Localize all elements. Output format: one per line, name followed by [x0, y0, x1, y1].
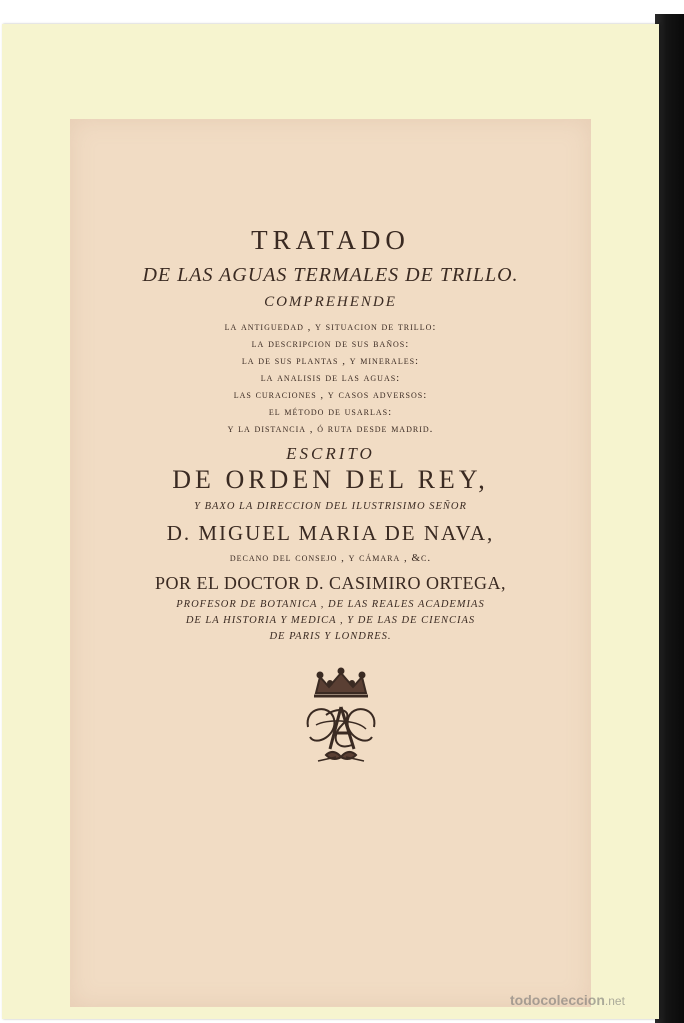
subtitle: DE LAS AGUAS TERMALES DE TRILLO. — [142, 264, 519, 286]
title-page-plate — [70, 119, 591, 1007]
contents-line: la de sus plantas , y minerales: — [241, 355, 420, 367]
watermark-brand: todocoleccion — [510, 992, 605, 1008]
page-title: TRATADO — [251, 225, 410, 255]
orden-heading: DE ORDEN DEL REY, — [172, 465, 489, 494]
watermark-suffix: .net — [604, 994, 625, 1008]
contents-line: las curaciones , y casos adversos: — [233, 389, 428, 401]
contents-line: la analisis de las aguas: — [260, 372, 401, 384]
contents-line: y la distancia , ó ruta desde madrid. — [227, 423, 434, 435]
direction-line: Y BAXO LA DIRECCION DEL ILUSTRISIMO SEÑOR — [194, 501, 467, 512]
author-credentials-line: PROFESOR DE BOTANICA , DE LAS REALES ACADEMIAS — [176, 599, 485, 610]
escrito-heading: ESCRITO — [286, 444, 375, 463]
contents-line: la descripcion de sus baños: — [251, 338, 410, 350]
contents-line: la antiguedad , y situacion de trillo: — [224, 321, 437, 333]
author-credentials-line: DE LA HISTORIA Y MEDICA , Y DE LAS DE CIENCIAS — [185, 615, 476, 626]
patron-title: decano del consejo , y cámara , &c. — [229, 552, 432, 564]
author-name: POR EL DOCTOR D. CASIMIRO ORTEGA, — [155, 573, 506, 593]
watermark — [510, 992, 625, 1008]
edge-shadow — [655, 14, 684, 1023]
contents-line: el método de usarlas: — [268, 406, 393, 418]
patron-name: D. MIGUEL MARIA DE NAVA, — [166, 521, 495, 545]
crowned-monogram-icon — [296, 667, 386, 767]
author-credentials-line: DE PARIS Y LONDRES. — [269, 631, 392, 642]
book-cover — [2, 24, 659, 1019]
comprehende-heading: COMPREHENDE — [264, 294, 397, 310]
